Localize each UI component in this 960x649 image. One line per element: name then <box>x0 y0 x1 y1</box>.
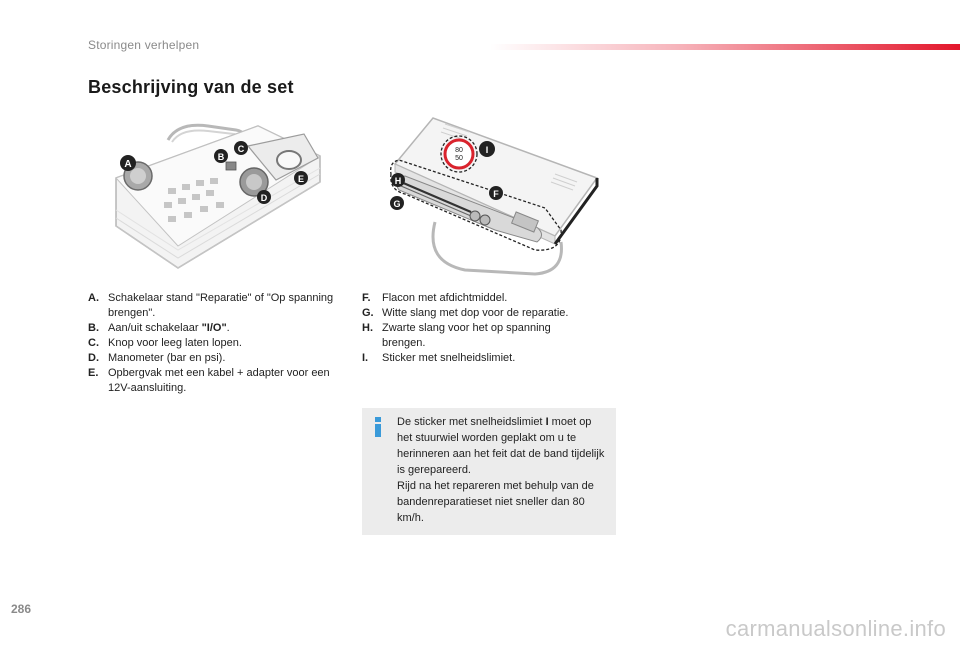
info-text-part: moet op het stuurwiel worden geplakt om u te herinneren aan het feit dat de band tijdelijk is gerepareerd. <box>397 416 605 476</box>
list-item <box>362 321 592 351</box>
item-text-bold: "I/O" <box>201 322 227 334</box>
item-text-part: Aan/uit schakelaar <box>108 322 202 334</box>
kit-drawing-right <box>385 112 607 278</box>
info-box <box>362 408 616 535</box>
list-item <box>362 351 592 366</box>
item-text-part: . <box>226 322 230 334</box>
kit-illustration-left <box>108 118 330 278</box>
info-text-bold: I <box>545 416 549 428</box>
header-accent-bar <box>490 44 960 50</box>
page-number: 286 <box>11 602 32 616</box>
callout-b: B <box>217 152 225 162</box>
item-text <box>108 321 338 336</box>
item-text: Manometer (bar en psi). <box>108 352 226 364</box>
list-item <box>88 351 338 366</box>
callout-g: G <box>393 199 401 209</box>
callout-f: F <box>493 189 499 199</box>
sticker-speed-top: 80 <box>455 147 463 154</box>
callout-c: C <box>237 144 245 154</box>
item-text: Witte slang met dop voor de reparatie. <box>382 307 569 319</box>
component-list-right <box>362 291 592 366</box>
item-letter: C. <box>88 337 99 349</box>
item-text: Flacon met afdichtmiddel. <box>382 292 508 304</box>
callout-a: A <box>124 159 132 170</box>
item-letter: A. <box>88 292 99 304</box>
kit-illustration-right <box>385 112 607 278</box>
info-paragraph-1 <box>397 414 605 478</box>
item-letter: F. <box>362 292 371 304</box>
item-text: Zwarte slang voor het op spanning brengen. <box>382 322 551 349</box>
item-letter: E. <box>88 367 99 379</box>
callout-i: I <box>485 145 489 155</box>
callout-d: D <box>260 193 268 203</box>
watermark: carmanualsonline.info <box>725 616 946 641</box>
info-icon <box>370 416 386 443</box>
info-text <box>397 414 605 526</box>
list-item <box>362 291 592 306</box>
item-text: Opbergvak met een kabel + adapter voor een 12V-aansluiting. <box>108 367 330 394</box>
item-letter: D. <box>88 352 99 364</box>
info-text-part: De sticker met snelheidslimiet <box>397 416 546 428</box>
page-title: Beschrijving van de set <box>88 77 294 97</box>
callout-e: E <box>297 174 305 184</box>
item-letter: B. <box>88 322 99 334</box>
callout-h: H <box>394 176 402 186</box>
item-letter: H. <box>362 322 373 334</box>
component-list-left <box>88 291 338 396</box>
item-text: Knop voor leeg laten lopen. <box>108 337 242 349</box>
item-letter: I. <box>362 352 369 364</box>
list-item <box>88 291 338 321</box>
section-header: Storingen verhelpen <box>88 38 200 52</box>
list-item <box>88 336 338 351</box>
item-text: Schakelaar stand "Reparatie" of "Op spanning brengen". <box>108 292 334 319</box>
item-letter: G. <box>362 307 374 319</box>
item-text: Sticker met snelheidslimiet. <box>382 352 516 364</box>
sticker-speed-bottom: 50 <box>455 155 463 162</box>
kit-drawing-left <box>108 118 330 278</box>
list-item <box>88 321 338 336</box>
list-item <box>88 366 338 396</box>
list-item <box>362 306 592 321</box>
info-paragraph-2: Rijd na het repareren met behulp van de bandenreparatieset niet sneller dan 80 km/h. <box>397 480 594 524</box>
